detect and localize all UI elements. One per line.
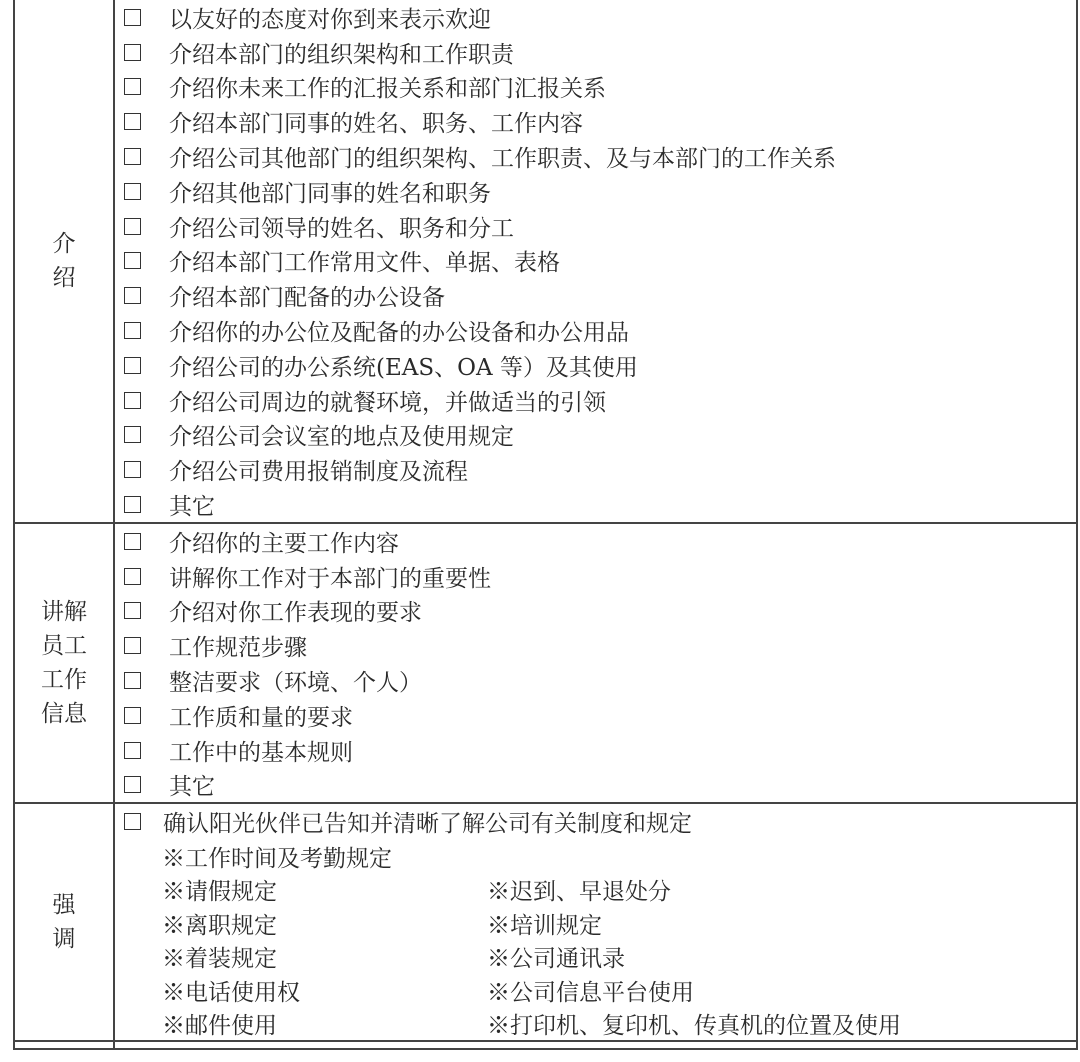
checkbox-icon[interactable] bbox=[124, 568, 141, 585]
rule-item: ※公司信息平台使用 bbox=[487, 979, 694, 1006]
checkbox-icon[interactable] bbox=[124, 813, 141, 830]
checkbox-icon[interactable] bbox=[124, 78, 141, 95]
checklist-item[interactable] bbox=[115, 244, 1076, 279]
checklist-item[interactable] bbox=[115, 594, 1076, 629]
checklist-item-text: 介绍公司费用报销制度及流程 bbox=[169, 459, 468, 486]
checklist-item-text: 整洁要求（环境、个人） bbox=[169, 670, 422, 697]
checkbox-icon[interactable] bbox=[124, 742, 141, 759]
checklist-item[interactable] bbox=[115, 313, 1076, 348]
checklist-item[interactable] bbox=[115, 104, 1076, 139]
checklist-item-text: 介绍本部门的组织架构和工作职责 bbox=[169, 41, 514, 68]
checkbox-icon[interactable] bbox=[124, 461, 141, 478]
rule-item: ※离职规定 bbox=[162, 912, 277, 939]
section-items-emphasis bbox=[114, 803, 1077, 1041]
confirmation-text: 确认阳光伙伴已告知并清晰了解公司有关制度和规定 bbox=[163, 811, 692, 838]
rule-row bbox=[115, 940, 1076, 974]
checklist-item-text: 介绍本部门同事的姓名、职务、工作内容 bbox=[169, 111, 583, 138]
checklist-item-text: 以友好的态度对你到来表示欢迎 bbox=[169, 6, 491, 33]
checklist-item[interactable] bbox=[115, 524, 1076, 559]
rule-row bbox=[115, 873, 1076, 907]
checkbox-icon[interactable] bbox=[124, 496, 141, 513]
rule-item: ※迟到、早退处分 bbox=[487, 879, 671, 906]
rule-item: ※电话使用权 bbox=[162, 979, 300, 1006]
section-label-line: 工作 bbox=[41, 667, 87, 694]
checkbox-icon[interactable] bbox=[124, 672, 141, 689]
checkbox-icon[interactable] bbox=[124, 533, 141, 550]
checklist-table bbox=[13, 0, 1078, 1050]
checklist-item-text: 介绍你的主要工作内容 bbox=[169, 530, 399, 557]
section-label-job-info bbox=[14, 523, 114, 803]
checklist-item-text: 介绍公司的办公系统(EAS、OA 等）及其使用 bbox=[169, 354, 638, 381]
checklist-item-text: 介绍公司周边的就餐环境，并做适当的引领 bbox=[169, 389, 606, 416]
checklist-item[interactable] bbox=[115, 139, 1076, 174]
section-label-line: 强 bbox=[52, 892, 76, 919]
rule-item: ※工作时间及考勤规定 bbox=[162, 845, 392, 872]
rule-row bbox=[115, 1007, 1076, 1041]
checklist-item-text: 介绍你未来工作的汇报关系和部门汇报关系 bbox=[169, 76, 606, 103]
checklist-item[interactable] bbox=[115, 628, 1076, 663]
confirmation-item[interactable] bbox=[115, 804, 1076, 839]
checklist-item[interactable] bbox=[115, 383, 1076, 418]
next-section-items-edge bbox=[114, 1041, 1077, 1049]
rule-row bbox=[115, 839, 1076, 873]
section-label-line: 信息 bbox=[41, 701, 87, 728]
checklist-item-text: 其它 bbox=[169, 774, 215, 801]
checklist-item-text: 介绍公司领导的姓名、职务和分工 bbox=[169, 215, 514, 242]
checklist-item[interactable] bbox=[115, 35, 1076, 70]
checklist-item-text: 介绍其他部门同事的姓名和职务 bbox=[169, 180, 491, 207]
checkbox-icon[interactable] bbox=[124, 183, 141, 200]
checklist-item-text: 工作中的基本规则 bbox=[169, 739, 353, 766]
checkbox-icon[interactable] bbox=[124, 322, 141, 339]
checklist-item-text: 介绍公司会议室的地点及使用规定 bbox=[169, 424, 514, 451]
checkbox-icon[interactable] bbox=[124, 392, 141, 409]
checkbox-icon[interactable] bbox=[124, 357, 141, 374]
section-intro bbox=[14, 0, 1077, 523]
section-label-line: 调 bbox=[52, 926, 76, 953]
checkbox-icon[interactable] bbox=[124, 113, 141, 130]
section-label-line: 介 bbox=[52, 230, 76, 257]
section-label-line: 讲解 bbox=[41, 599, 87, 626]
checkbox-icon[interactable] bbox=[124, 44, 141, 61]
checklist-item-text: 介绍公司其他部门的组织架构、工作职责、及与本部门的工作关系 bbox=[169, 146, 836, 173]
section-items-intro bbox=[114, 0, 1077, 523]
checklist-item-text: 介绍本部门工作常用文件、单据、表格 bbox=[169, 250, 560, 277]
rule-item: ※邮件使用 bbox=[162, 1013, 277, 1040]
checkbox-icon[interactable] bbox=[124, 426, 141, 443]
checkbox-icon[interactable] bbox=[124, 707, 141, 724]
checklist-item[interactable] bbox=[115, 278, 1076, 313]
checklist-item-text: 工作质和量的要求 bbox=[169, 704, 353, 731]
checkbox-icon[interactable] bbox=[124, 148, 141, 165]
section-label-emphasis bbox=[14, 803, 114, 1041]
checklist-item-text: 介绍本部门配备的办公设备 bbox=[169, 285, 445, 312]
checklist-item[interactable] bbox=[115, 559, 1076, 594]
section-label-line: 员工 bbox=[41, 633, 87, 660]
checkbox-icon[interactable] bbox=[124, 287, 141, 304]
checklist-item[interactable] bbox=[115, 663, 1076, 698]
section-label-intro bbox=[14, 0, 114, 523]
rule-row bbox=[115, 906, 1076, 940]
section-emphasis bbox=[14, 803, 1077, 1041]
checklist-item-text: 介绍对你工作表现的要求 bbox=[169, 600, 422, 627]
checklist-item[interactable] bbox=[115, 174, 1076, 209]
rule-item: ※打印机、复印机、传真机的位置及使用 bbox=[487, 1013, 901, 1040]
checklist-item[interactable] bbox=[115, 348, 1076, 383]
rule-item: ※请假规定 bbox=[162, 879, 277, 906]
section-label-line: 绍 bbox=[52, 264, 76, 291]
checkbox-icon[interactable] bbox=[124, 602, 141, 619]
next-section-edge bbox=[14, 1041, 1077, 1049]
checkbox-icon[interactable] bbox=[124, 252, 141, 269]
checkbox-icon[interactable] bbox=[124, 776, 141, 793]
checklist-item[interactable] bbox=[115, 487, 1076, 522]
checklist-item[interactable] bbox=[115, 70, 1076, 105]
checkbox-icon[interactable] bbox=[124, 218, 141, 235]
checklist-item-text: 讲解你工作对于本部门的重要性 bbox=[169, 565, 491, 592]
checklist-item[interactable] bbox=[115, 698, 1076, 733]
rule-row bbox=[115, 973, 1076, 1007]
rule-item: ※公司通讯录 bbox=[487, 946, 625, 973]
checklist-item[interactable] bbox=[115, 733, 1076, 768]
checklist-item-text: 介绍你的办公位及配备的办公设备和办公用品 bbox=[169, 320, 629, 347]
section-items-job-info bbox=[114, 523, 1077, 803]
checklist-item[interactable] bbox=[115, 209, 1076, 244]
rule-item: ※着装规定 bbox=[162, 946, 277, 973]
checklist-item-text: 工作规范步骤 bbox=[169, 635, 307, 662]
checklist-item[interactable] bbox=[115, 452, 1076, 487]
checklist-item[interactable] bbox=[115, 0, 1076, 35]
checkbox-icon[interactable] bbox=[124, 9, 141, 26]
checkbox-icon[interactable] bbox=[124, 637, 141, 654]
section-job-info bbox=[14, 523, 1077, 803]
rule-item: ※培训规定 bbox=[487, 912, 602, 939]
checklist-item-text: 其它 bbox=[169, 494, 215, 521]
checklist-item[interactable] bbox=[115, 768, 1076, 803]
checklist-item[interactable] bbox=[115, 418, 1076, 453]
next-section-label-edge bbox=[14, 1041, 114, 1049]
